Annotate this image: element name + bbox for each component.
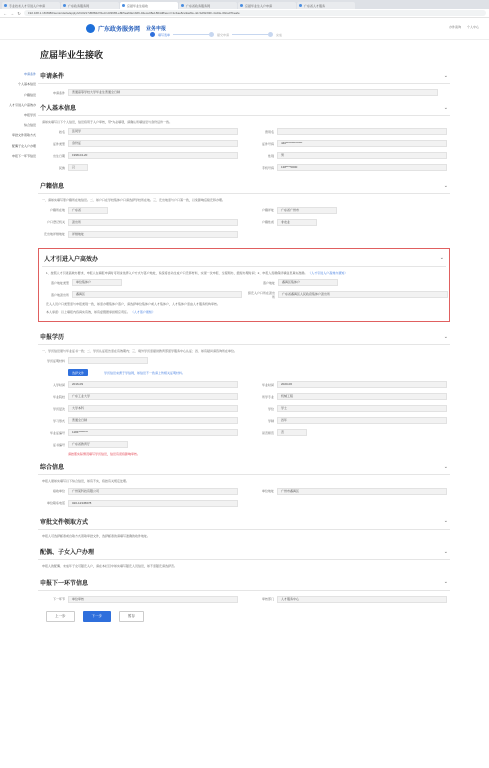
- back-icon[interactable]: ←: [3, 10, 7, 16]
- field-grid: [38, 380, 450, 452]
- form-row: [38, 88, 450, 97]
- field-label: 学历层次: [52, 406, 65, 411]
- id-type-select[interactable]: 身份证: [68, 140, 238, 147]
- section-title: 审批文件领取方式: [40, 519, 89, 526]
- graduate-date-field[interactable]: 2020-06: [277, 381, 447, 388]
- form-row: [247, 392, 450, 401]
- registration-office-field[interactable]: 派出所: [68, 219, 238, 226]
- section-header[interactable]: [38, 69, 450, 84]
- field-label: 单位地址: [261, 489, 274, 494]
- talent-guide-link[interactable]: 《人才引进入户高效办须知》: [308, 270, 348, 275]
- prev-button[interactable]: 上一步: [46, 611, 75, 622]
- form-row: [38, 595, 241, 604]
- form-row: [38, 440, 241, 449]
- diploma-number-field[interactable]: 1184********: [68, 429, 238, 436]
- field-label: 户籍详址: [261, 208, 274, 213]
- header-link[interactable]: 个人中心: [466, 25, 479, 29]
- id-number-field[interactable]: 440**************: [277, 140, 447, 147]
- field-label: 迁出地详细地址: [43, 232, 65, 237]
- field-label: 证件类型: [52, 141, 65, 146]
- field-label: 下一环节: [52, 597, 65, 602]
- education-warning: 请按照实际情况填写学历信息，信息有误将影响审核。: [68, 452, 141, 457]
- action-bar: [38, 611, 450, 622]
- section-title: 人才引进入户高效办: [44, 256, 99, 263]
- form-row: [247, 218, 450, 227]
- section-header[interactable]: [38, 515, 450, 530]
- section-household: [38, 179, 450, 241]
- form-row: [38, 392, 241, 401]
- apply-condition-select[interactable]: 普通高等学校大学毕业生普通全日制: [68, 89, 438, 96]
- sidebar-item[interactable]: 配偶子女入户办理: [11, 143, 36, 148]
- progress-steps: [150, 32, 285, 37]
- main-form: [38, 40, 450, 622]
- section-note: 一、请如实填写原户籍所在地信息。二、如户口在学校集体户口请选择学校所在地。三、迁出地需与户口簿一致，以免影响后续迁移办理。: [42, 198, 226, 203]
- study-mode-select[interactable]: 普通全日制: [68, 417, 238, 424]
- tab-label: 应届毕业生接收: [127, 3, 149, 8]
- browser-tab[interactable]: [61, 2, 119, 9]
- section-note: [42, 271, 446, 278]
- unit-phone-field[interactable]: 020-12345678: [68, 500, 238, 507]
- sidebar-item[interactable]: 申请条件: [23, 72, 36, 77]
- field-label: 证件号码: [261, 141, 274, 146]
- chevron-down-icon[interactable]: ⌄: [443, 182, 448, 189]
- field-label: 落户地址: [262, 280, 275, 285]
- field-label: 落户地派出所: [50, 292, 69, 297]
- enroll-date-field[interactable]: 2016-09: [68, 381, 238, 388]
- duration-select[interactable]: 四年: [277, 417, 447, 424]
- form-row: [247, 380, 450, 389]
- form-row: [247, 404, 450, 413]
- settle-address-select[interactable]: 番禺区集体户: [278, 279, 338, 286]
- header-links: [449, 25, 479, 29]
- talent-pledge: 本人承诺：以上填报内容真实有效，如有虚假愿承担相应责任。: [46, 309, 131, 314]
- form-row: [38, 380, 241, 389]
- sidebar-item[interactable]: 审批文件领取方式: [11, 133, 36, 138]
- sidebar-item[interactable]: 户籍信息: [23, 92, 36, 97]
- form-row: [38, 218, 241, 227]
- tab-label: 应届毕业生入户申请: [245, 3, 273, 8]
- unit-address-field[interactable]: 广州市番禺区: [277, 488, 447, 495]
- form-row: [38, 127, 241, 136]
- chevron-down-icon[interactable]: ⌄: [443, 72, 448, 79]
- sidebar-item[interactable]: 个人基本信息: [17, 82, 36, 87]
- talent-note-3: [42, 310, 446, 317]
- form-row: [247, 206, 450, 215]
- phone-field[interactable]: 138****0000: [277, 164, 447, 171]
- form-row: [247, 151, 450, 160]
- field-label: 证书编号: [52, 442, 65, 447]
- section-header[interactable]: [38, 460, 450, 475]
- step-label: 完成: [276, 32, 283, 37]
- step-dot: [209, 32, 214, 37]
- browser-tab[interactable]: [2, 2, 60, 9]
- field-grid: [38, 595, 450, 607]
- field-label: 毕业证编号: [49, 430, 65, 435]
- field-label: 审核部门: [261, 597, 274, 602]
- form-row: [38, 487, 241, 496]
- browser-tab[interactable]: [297, 2, 355, 9]
- reload-icon[interactable]: ↻: [17, 10, 21, 16]
- section-apply: [38, 69, 450, 97]
- sidebar-nav: [0, 70, 38, 162]
- section-title: 申报下一环节信息: [40, 580, 89, 587]
- tab-label: 广东省政务服务网: [186, 3, 211, 8]
- step-label: 填写表单: [158, 32, 171, 37]
- site-icon: [63, 4, 66, 7]
- form-row: [247, 487, 450, 496]
- field-label: 户籍性质: [261, 220, 274, 225]
- gov-logo-icon: [86, 24, 95, 33]
- section-header[interactable]: [42, 252, 446, 267]
- form-row: [248, 278, 448, 287]
- field-label: 性别: [267, 153, 274, 158]
- section-title: 个人基本信息: [40, 106, 77, 112]
- birth-date-field[interactable]: 1998-04-20: [68, 152, 238, 159]
- tab-label: 广东省人才服务: [304, 3, 326, 8]
- field-label: 民族: [58, 165, 65, 170]
- form-row: [247, 127, 450, 136]
- form-row: [247, 595, 450, 604]
- upload-row: [38, 368, 450, 377]
- upload-hint: 学历信息来源于学信网，如信息不一致请上传相关证明材料。: [104, 370, 186, 375]
- field-label: 接收单位: [52, 489, 65, 494]
- field-label: 学历证明材料: [46, 358, 65, 363]
- household-type-select[interactable]: 非农业: [277, 219, 317, 226]
- section-overall: [38, 460, 450, 510]
- chevron-down-icon[interactable]: ⌄: [443, 579, 448, 586]
- form-row: [42, 278, 242, 287]
- section-pickup: [38, 515, 450, 541]
- site-icon: [240, 4, 243, 7]
- field-label: 户籍所在地: [49, 208, 65, 213]
- browser-tab[interactable]: [179, 2, 237, 9]
- school-field[interactable]: 广东工业大学: [68, 393, 238, 400]
- name-field[interactable]: 张同学: [68, 128, 238, 135]
- section-header[interactable]: [38, 330, 450, 345]
- section-education: [38, 330, 450, 456]
- chevron-down-icon[interactable]: ⌄: [443, 104, 448, 111]
- section-title: 申请条件: [40, 74, 65, 80]
- chevron-down-icon[interactable]: ⌄: [443, 463, 448, 470]
- certificate-field[interactable]: 广东省教育厅: [68, 441, 128, 448]
- site-icon: [122, 4, 125, 7]
- form-row: [247, 163, 450, 172]
- section-family: [38, 545, 450, 571]
- section-title: 申报学历: [40, 335, 65, 342]
- field-label: 学位: [267, 406, 274, 411]
- tab-label: 广东政务服务网: [68, 3, 90, 8]
- field-grid: [38, 127, 450, 175]
- receiving-unit-field[interactable]: 广州某科技有限公司: [68, 488, 238, 495]
- talent-note-2: 迁入人员户口类型需与申报类别一致，如需办理集体户落户，请选择单位集体户或人才集体户，人才集体户需由人才服务机构审核。: [46, 302, 221, 307]
- field-label: 单位联系电话: [46, 501, 65, 506]
- section-note: 申报人可选择邮寄或自取方式领取审批文件，选择邮寄的请填写准确的收件地址。: [42, 533, 151, 538]
- field-label: 入学时间: [52, 382, 65, 387]
- target-police-select[interactable]: 广东省番禺区人民政府集体户派出所: [278, 291, 448, 298]
- section-personal: [38, 101, 450, 175]
- section-title: 配偶、子女入户办理: [40, 550, 95, 557]
- section-header[interactable]: [38, 179, 450, 194]
- forward-icon[interactable]: →: [10, 10, 14, 16]
- field-label: 曾用名: [264, 129, 274, 134]
- form-row: [38, 499, 241, 508]
- field-label: 户口登记机关: [46, 220, 65, 225]
- next-button[interactable]: 下一步: [83, 611, 112, 622]
- degree-level-select[interactable]: 大学本科: [68, 405, 238, 412]
- next-step-select[interactable]: 单位审核: [68, 596, 238, 603]
- sidebar-item[interactable]: 申报学历: [23, 113, 36, 118]
- field-label: 所学专业: [261, 394, 274, 399]
- field-label: 毕业时间: [261, 382, 274, 387]
- settle-police-select[interactable]: 番禺区: [72, 291, 242, 298]
- section-note: 申报人须如实填写以下综合信息，如有不实，将按有关规定处理。: [42, 479, 130, 484]
- section-note: 申报人的配偶、未成年子女可随迁入户，请在本栏目中如实填写随迁人员信息，如不需随迁请选择否。: [42, 564, 178, 569]
- chevron-down-icon[interactable]: ⌄: [443, 333, 448, 340]
- sidebar-item[interactable]: 人才引进入户高效办: [8, 102, 36, 107]
- site-icon: [4, 4, 7, 7]
- ethnicity-select[interactable]: 汉: [68, 164, 88, 171]
- browser-tabbar: [0, 0, 489, 9]
- step-line: [232, 34, 268, 35]
- step-dot: [150, 32, 155, 37]
- form-row: [42, 290, 242, 299]
- settle-type-select[interactable]: 单位集体户: [72, 279, 122, 286]
- section-title: 户籍信息: [40, 184, 65, 191]
- form-row: [38, 404, 241, 413]
- field-label: 毕业院校: [52, 394, 65, 399]
- form-row: [38, 163, 241, 172]
- site-header: [0, 18, 489, 40]
- site-title[interactable]: 广东政务服务网: [98, 27, 141, 33]
- upload-button[interactable]: 选择文件: [68, 369, 88, 376]
- step-line: [173, 34, 209, 35]
- browser-tab-active[interactable]: [120, 2, 178, 9]
- upload-row: [38, 356, 450, 365]
- field-label: 拟迁入户口所在派出所: [248, 290, 276, 299]
- site-icon: [299, 4, 302, 7]
- talent-settle-link[interactable]: 《人才落户须知》: [130, 309, 155, 314]
- section-note: 请如实填写以下个人信息，信息将用于入户审核，带*为必填项，请确认所填信息与身份证件一致。: [42, 120, 173, 124]
- form-row: [38, 139, 241, 148]
- field-label: 出生日期: [52, 153, 65, 158]
- form-row: [38, 206, 241, 215]
- field-label: 学习形式: [52, 418, 65, 423]
- sidebar-item[interactable]: 申报下一环节信息: [11, 153, 36, 158]
- field-label: 落户地址类型: [50, 280, 69, 285]
- field-grid: [42, 278, 446, 302]
- form-row: [247, 139, 450, 148]
- url-input[interactable]: 192.168.1.18:8080/seniorde/ta/apply/sf/c0217d58842?deit=d33965-e8b5ea60e1b66-04ece08e1864d8/eunr=1c4ae8ce9a20e-4d-Sdf0c93F-4cd3e-69ca07beafe: [24, 10, 486, 16]
- site-subtitle: 业务申报: [146, 26, 167, 32]
- chevron-down-icon[interactable]: ⌄: [443, 548, 448, 555]
- field-label: 学制: [267, 418, 274, 423]
- save-draft-button[interactable]: 暂存: [119, 611, 144, 622]
- household-address-select[interactable]: 广东省广州市: [277, 207, 337, 214]
- browser-tab[interactable]: [238, 2, 296, 9]
- section-note: 一、学历信息须与毕业证书一致；二、学历认证报告需在有效期内；三、境外学历需提供教育部留学服务中心认证；四、如有疑问请咨询所在单位。: [42, 349, 238, 354]
- tab-label: 专业技术人才引进入户申请: [9, 3, 46, 8]
- field-grid: [38, 206, 450, 242]
- section-header[interactable]: [38, 101, 450, 116]
- chevron-down-icon[interactable]: ⌄: [443, 518, 448, 525]
- step-label: 提交申请: [217, 32, 230, 37]
- section-title: 综合信息: [40, 465, 65, 472]
- field-label: 是否师范: [261, 430, 274, 435]
- section-header[interactable]: [38, 576, 450, 591]
- field-label: 申请条件: [52, 90, 65, 95]
- former-name-field[interactable]: [277, 128, 447, 135]
- form-row: [38, 230, 241, 239]
- household-location-select[interactable]: 广东省: [68, 207, 108, 214]
- form-row: [38, 416, 241, 425]
- section-talent: [38, 248, 450, 322]
- gender-select[interactable]: 男: [277, 152, 447, 159]
- form-row: [38, 428, 241, 437]
- page-title: 应届毕业生接收: [40, 50, 104, 60]
- step-dot: [268, 32, 273, 37]
- form-row: [247, 428, 450, 437]
- form-row: [248, 290, 448, 299]
- form-row: [247, 416, 450, 425]
- moveout-address-field[interactable]: 详细地址: [68, 231, 238, 238]
- normal-school-select[interactable]: 否: [277, 429, 307, 436]
- sidebar-item[interactable]: 综合信息: [23, 123, 36, 128]
- talent-note-text: 1、按照人才引进高效办要求，申报人在填报申请时可同步选择入户方式与落户地址，系统将自动生成户口迁移材料，实现一次申报、全程网办，缩短办理时间；2、申报人需确保所填信息真实准确。: [46, 270, 308, 275]
- site-icon: [181, 4, 184, 7]
- section-next: [38, 576, 450, 607]
- major-field[interactable]: 机械工程: [277, 393, 447, 400]
- form-row: [38, 151, 241, 160]
- upload-input[interactable]: [68, 357, 148, 364]
- field-label: 姓名: [58, 129, 65, 134]
- field-label: 手机号码: [261, 165, 274, 170]
- review-dept-select[interactable]: 人才服务中心: [277, 596, 447, 603]
- chevron-down-icon[interactable]: ⌄: [439, 255, 444, 262]
- degree-select[interactable]: 学士: [277, 405, 447, 412]
- section-header[interactable]: [38, 545, 450, 560]
- field-grid: [38, 487, 450, 511]
- address-bar: [0, 9, 489, 18]
- header-link[interactable]: 办件查询: [448, 25, 461, 29]
